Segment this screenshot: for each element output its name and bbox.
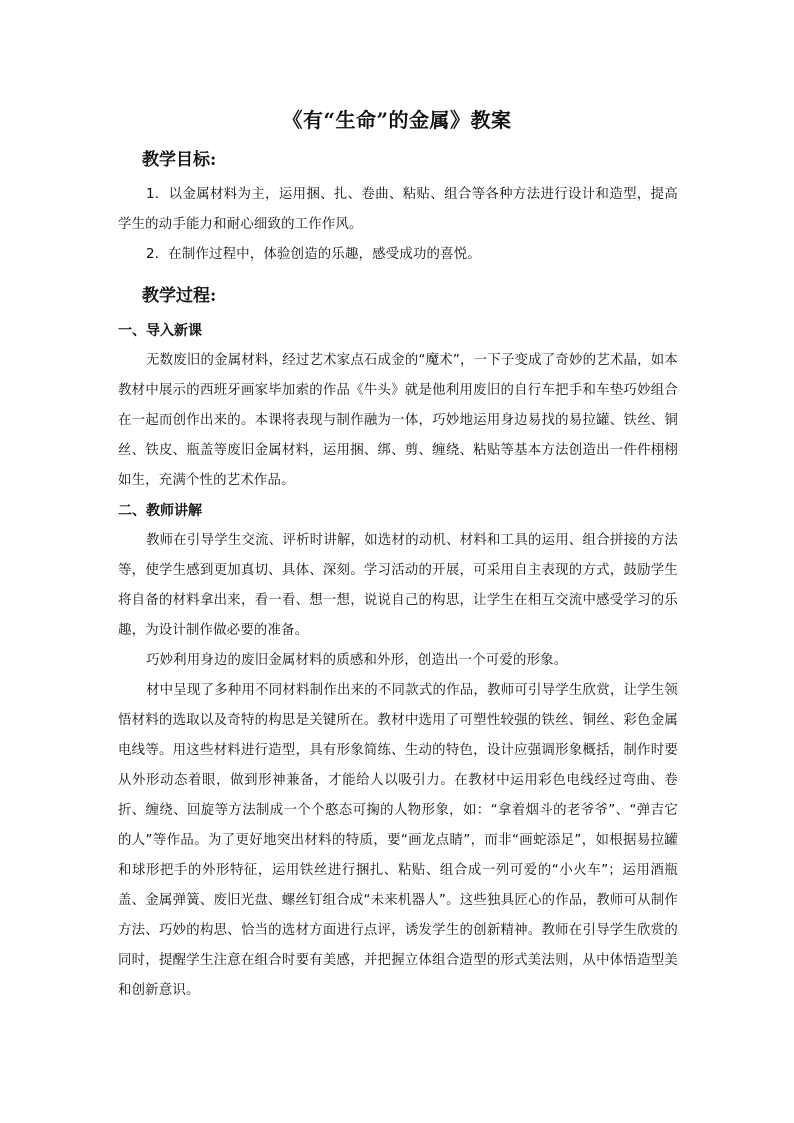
teacher-paragraph-2: 巧妙利用身边的废旧金属材料的质感和外形，创造出一个可爱的形象。 — [146, 653, 568, 668]
intro-subheading: 一、导入新课 — [118, 323, 202, 339]
process-heading: 教学过程: — [142, 286, 217, 306]
document-body — [118, 140, 678, 1006]
objectives-heading: 教学目标: — [142, 150, 217, 170]
intro-paragraph: 无数废旧的金属材料，经过艺术家点石成金的“魔术”，一下子变成了奇妙的艺术晶，如本教材中展示的西班牙画家毕加索的作品《牛头》就是他利用废旧的自行车把手和车垫巧妙组合在一起而创作出来的。本课将表现与制作融为一体，巧妙地运用身边易找的易拉罐、铁丝、铜丝、铁皮、瓶盖等废旧金属材料，运用捆、绑、剪、缠绕、粘贴等基本方法创造出一件件栩栩如生，充满个性的艺术作品。 — [118, 353, 678, 488]
teacher-subheading: 二、教师讲解 — [118, 503, 202, 519]
objective-item-1: 1．以金属材料为主，运用捆、扎、卷曲、粘贴、组合等各种方法进行设计和造型，提高学生的动手能力和耐心细致的工作作风。 — [118, 187, 678, 232]
document-title: 《有“生命”的金属》教案 — [282, 108, 512, 132]
objective-item-2: 2．在制作过程中，体验创造的乐趣，感受成功的喜悦。 — [146, 247, 481, 262]
teacher-paragraph-3: 材中呈现了多种用不同材料制作出来的不同款式的作品，教师可引导学生欣赏，让学生领悟材料的选取以及奇特的构思是关键所在。教材中选用了可塑性较强的铁丝、铜丝、彩色金属电线等。用这些材料进行造型，具有形象简练、生动的特色，设计应强调形象概括，制作时要从外形动态着眼，做到形神兼备，才能给人以吸引力。在教材中运用彩色电线经过弯曲、卷折、缠绕、回旋等方法制成一个个憨态可掬的人物形象，如：“拿着烟斗的老爷爷”、“弹吉它的人”等作品。为了更好地突出材料的特质，要“画龙点睛”，而非“画蛇添足”，如根据易拉罐和球形把手的外形特征，运用铁丝进行捆扎、粘贴、组合成一列可爱的“小火车”；运用酒瓶盖、金属弹簧、废旧光盘、螺丝钉组合成“未来机器人”。这些独具匠心的作品，教师可从制作方法、巧妙的构思、恰当的选材方面进行点评，诱发学生的创新精神。教师在引导学生欣赏的同时，提醒学生注意在组合时要有美感，并把握立体组合造型的形式美法则，从中体悟造型美和创新意识。 — [118, 683, 678, 998]
teacher-paragraph-1: 教师在引导学生交流、评析时讲解，如选材的动机、材料和工具的运用、组合拼接的方法等，使学生感到更加真切、具体、深刻。学习活动的开展，可采用自主表现的方式，鼓励学生将自备的材料拿出来，看一看、想一想，说说自己的构思，让学生在相互交流中感受学习的乐趣，为设计制作做必要的准备。 — [118, 533, 678, 638]
